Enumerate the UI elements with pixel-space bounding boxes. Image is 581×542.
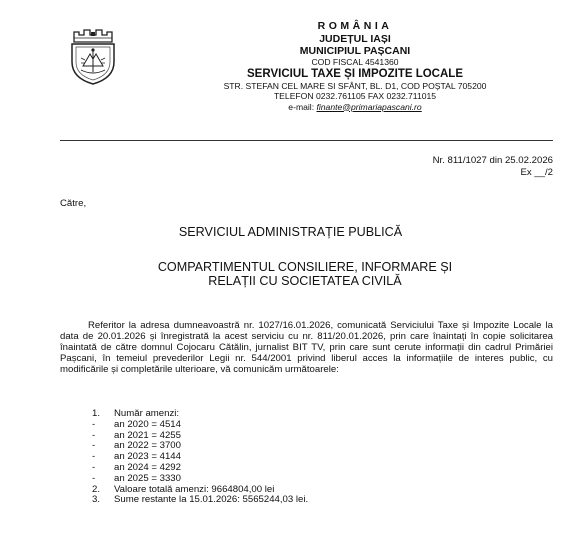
salutation: Către, <box>60 198 87 209</box>
municipality-name: MUNICIPIUL PAȘCANI <box>299 45 411 57</box>
coat-of-arms-icon <box>68 26 118 86</box>
service-name: SERVICIUL TAXE ȘI IMPOZITE LOCALE <box>247 67 463 80</box>
list-text: an 2022 = 3700 <box>114 440 181 452</box>
list-marker: - <box>92 429 96 441</box>
address: STR. STEFAN CEL MARE SI SFÂNT, BL. D1, COD POȘTAL 705200 <box>223 80 487 91</box>
reference-block <box>433 155 553 179</box>
body-paragraph: Referitor la adresa dumneavoastră nr. 1027/16.01.2026, comunicată Serviciului Taxe și Impozite Locale la data de 20.01.2026 și înregistrată la acest serviciu cu nr. 811/20.01.2026, prin care înaintați în copie solicitarea înaintată de către domnul Cojocaru Cătălin, jurnalist BIT TV, prin care sunt cerute informații din cadrul Primăriei Pașcani, în temeiul prevederilor Legii nr. 544/2001 privind liberul acces la informațiile de interes public, cu modificările și completările ulterioare, vă comunicăm următoarele: <box>60 320 553 375</box>
list-text: an 2023 = 4144 <box>114 451 181 463</box>
phone-fax: TELEFON 0232.761105 FAX 0232.711015 <box>273 91 437 101</box>
recipient-department: SERVICIUL ADMINISTRAȚIE PUBLICĂ <box>178 225 403 239</box>
country-name: ROMÂNIA <box>317 20 393 32</box>
list-text: an 2024 = 4292 <box>114 461 181 473</box>
list-marker: - <box>92 451 96 463</box>
fiscal-code: COD FISCAL 4541360 <box>311 57 399 67</box>
header-divider <box>60 140 553 141</box>
email-link[interactable]: finante@primariapascani.ro <box>316 101 422 112</box>
list-text: Sume restante la 15.01.2026: 5565244,03 lei. <box>114 494 309 506</box>
email-label: e-mail: <box>288 101 317 112</box>
list-text: an 2021 = 4255 <box>114 429 181 441</box>
list-marker: 2. <box>92 483 101 495</box>
list-marker: - <box>92 472 96 484</box>
county-name: JUDEȚUL IAȘI <box>319 33 391 45</box>
list-text: Valoare totală amenzi: 9664804,00 lei <box>114 483 275 495</box>
list-marker: - <box>92 461 96 473</box>
list-text: an 2020 = 4514 <box>114 418 181 430</box>
reference-number: Nr. 811/1027 din 25.02.2026 <box>432 155 553 166</box>
list-marker: 1. <box>92 408 101 419</box>
list-marker: 3. <box>92 494 101 506</box>
letterhead <box>150 20 560 112</box>
recipient-compartment: COMPARTIMENTUL CONSILIERE, INFORMARE ȘI RELAȚII CU SOCIETATEA CIVILĂ <box>157 260 453 288</box>
email-line <box>150 102 560 113</box>
copy-number: Ex __/2 <box>520 167 553 178</box>
list-text: an 2025 = 3330 <box>114 472 181 484</box>
list-marker: - <box>92 418 96 430</box>
list-marker: - <box>92 440 96 452</box>
list-item <box>92 495 308 506</box>
answer-list <box>92 409 308 506</box>
list-text: Număr amenzi: <box>114 408 180 419</box>
